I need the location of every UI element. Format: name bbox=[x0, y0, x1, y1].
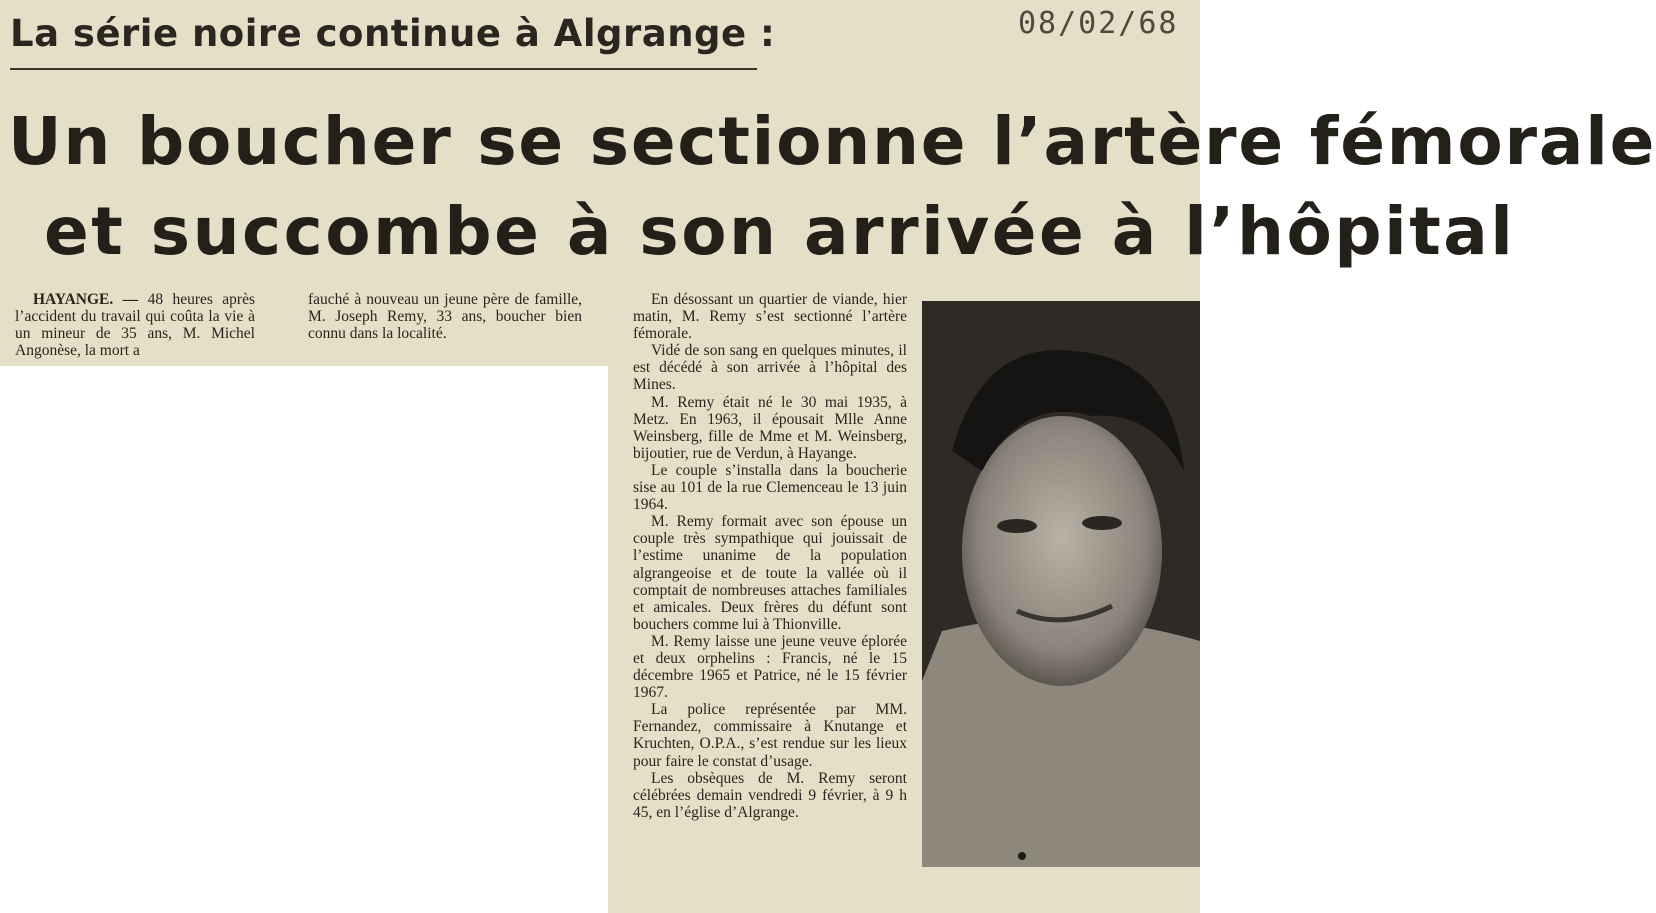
paragraph: Les obsèques de M. Remy seront célébrées demain vendredi 9 février, à 9 h 45, en l’église d’Algrange. bbox=[633, 769, 907, 821]
paragraph bbox=[15, 291, 255, 359]
portrait-icon bbox=[922, 301, 1200, 867]
paragraph: Le couple s’installa dans la boucherie sise au 101 de la rue Clemenceau le 13 juin 1964. bbox=[633, 461, 907, 514]
paragraph: fauché à nouveau un jeune père de famille, M. Joseph Remy, 33 ans, boucher bien connu dans la localité. bbox=[308, 291, 582, 343]
paragraph-text: 48 heures après l’accident du travail qui coûta la vie à un mineur de 35 ans, M. Michel Angonèse, la mort a bbox=[15, 291, 256, 360]
paragraph: M. Remy était né le 30 mai 1935, à Metz. En 1963, il épousait Mlle Anne Weinsberg, fille de Mme et M. Weinsberg, bijoutier, rue de Verdun, à Hayange. bbox=[633, 393, 907, 462]
dateline: HAYANGE. — bbox=[33, 291, 139, 308]
article-column-1 bbox=[15, 291, 255, 359]
paragraph: Vidé de son sang en quelques minutes, il est décédé à son arrivée à l’hôpital des Mines. bbox=[633, 342, 907, 394]
headline-line-1: Un boucher se sectionne l’artère fémorale bbox=[8, 103, 1656, 180]
headline-line-2: et succombe à son arrivée à l’hôpital bbox=[44, 193, 1516, 270]
paragraph: M. Remy laisse une jeune veuve éplorée et deux orphelins : Francis, né le 15 décembre 1965 et Patrice, né le 15 février 1967. bbox=[633, 632, 907, 702]
paragraph: M. Remy formait avec son épouse un couple très sympathique qui jouissait de l’estime unanime de la population algrangeoise et de toute la vallée où il comptait de nombreuses attaches familiales et amicales. Deux frères du défunt sont bouchers comme lui à Thionville. bbox=[633, 513, 907, 633]
article-column-2 bbox=[308, 291, 582, 342]
portrait-photo bbox=[922, 301, 1200, 867]
article-column-3 bbox=[633, 291, 907, 821]
kicker-headline: La série noire continue à Algrange : bbox=[10, 12, 776, 55]
handwritten-date: 08/02/68 bbox=[1018, 6, 1179, 41]
paragraph: La police représentée par MM. Fernandez, commissaire à Knutange et Kruchten, O.P.A., s’est rendue sur les lieux pour faire le constat d’usage. bbox=[633, 701, 907, 770]
kicker-rule bbox=[10, 68, 757, 70]
paragraph: En désossant un quartier de viande, hier matin, M. Remy s’est sectionné l’artère fémorale. bbox=[633, 291, 907, 343]
